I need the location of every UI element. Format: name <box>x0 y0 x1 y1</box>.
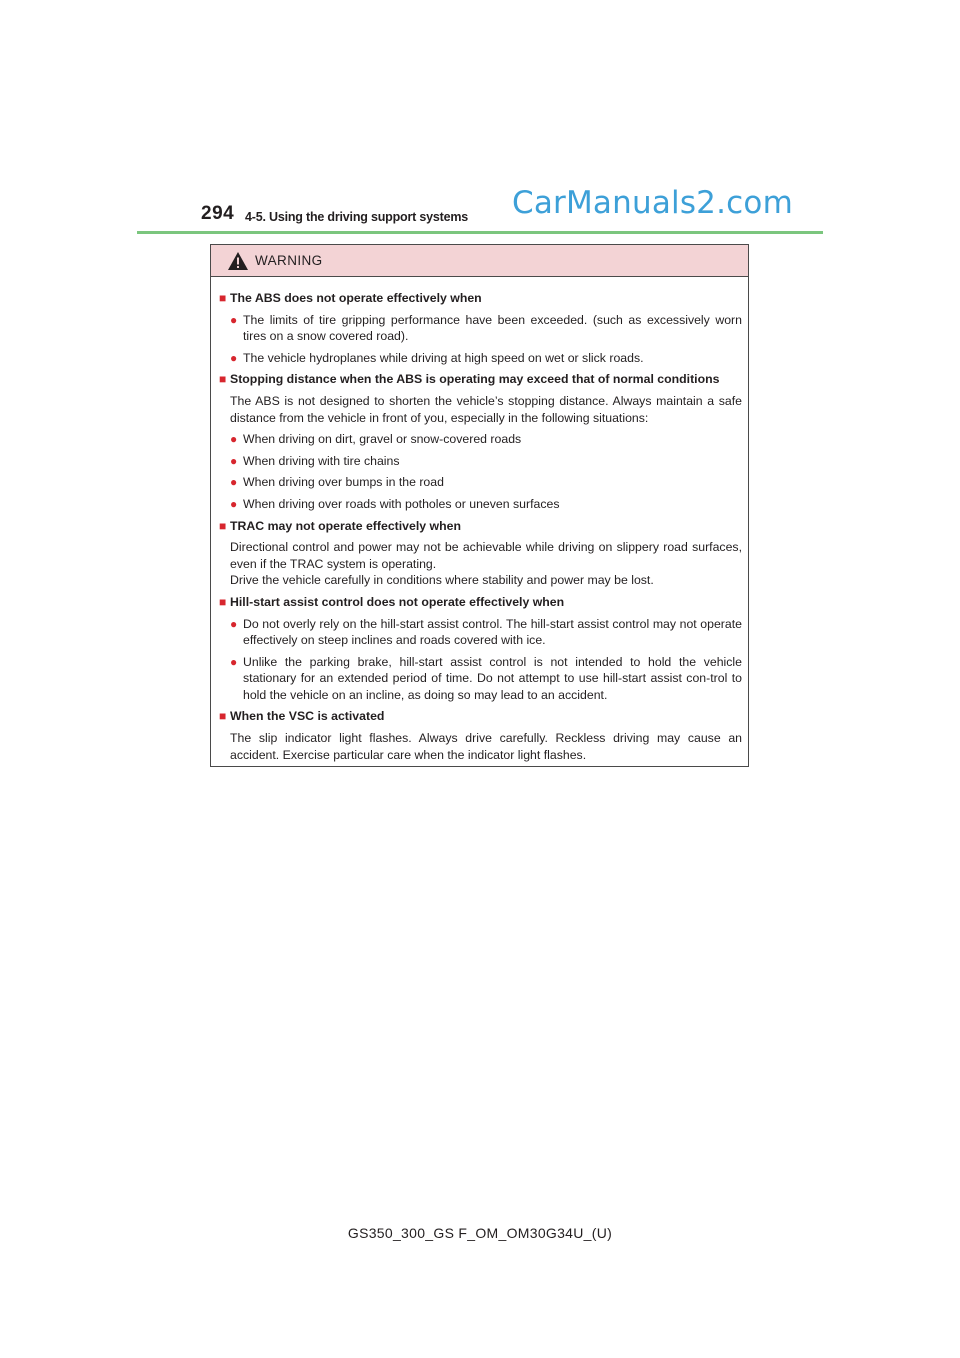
list-item <box>230 496 742 513</box>
watermark-link[interactable]: CarManuals2.com <box>512 185 793 221</box>
footer-doc-code: GS350_300_GS F_OM_OM30G34U_(U) <box>347 1225 613 1241</box>
page-number: 294 <box>201 203 235 224</box>
list-item-text: When driving over bumps in the road <box>243 475 444 490</box>
square-bullet-icon: ■ <box>219 372 227 387</box>
list-item-text: The vehicle hydroplanes while driving at high speed on wet or slick roads. <box>243 350 644 365</box>
warning-header <box>211 245 748 277</box>
circle-bullet-icon: ● <box>230 432 238 447</box>
square-bullet-icon: ■ <box>219 291 227 305</box>
section-paragraph: The ABS is not designed to shorten the vehicle’s stopping distance. Always maintain a safe distance from the vehicle in front of you, especially in the following situations: <box>230 393 742 425</box>
list-item <box>230 350 742 367</box>
heading-text: TRAC may not operate effectively when <box>230 518 461 533</box>
section-paragraph <box>230 539 742 589</box>
square-bullet-icon: ■ <box>219 709 227 724</box>
warning-body <box>211 277 748 763</box>
warning-triangle-icon <box>227 251 249 271</box>
list-item <box>230 453 742 470</box>
paragraph-line: Directional control and power may not be achievable while driving on slippery road surfaces, even if the TRAC system is operating. <box>230 540 742 571</box>
circle-bullet-icon: ● <box>230 453 238 468</box>
list-item-text: When driving on dirt, gravel or snow-covered roads <box>243 432 522 447</box>
section-heading <box>219 518 742 535</box>
heading-text: The ABS does not operate effectively when <box>230 291 482 305</box>
list-item <box>230 431 742 448</box>
square-bullet-icon: ■ <box>219 594 227 609</box>
list-item <box>230 474 742 491</box>
circle-bullet-icon: ● <box>230 616 238 631</box>
section-paragraph: The slip indicator light flashes. Always drive carefully. Reckless driving may cause an accident. Exercise particular care when the indicator light flashes. <box>230 731 742 762</box>
list-item <box>230 654 742 704</box>
page-header <box>0 0 960 240</box>
section-heading <box>219 708 742 725</box>
list-item-text: When driving over roads with potholes or uneven surfaces <box>243 496 560 511</box>
header-rule <box>137 231 823 234</box>
warning-box <box>210 244 749 767</box>
list-item-text: Do not overly rely on the hill-start assist control. The hill-start assist control may not operate effectively on steep inclines and roads covered with ice. <box>243 616 742 648</box>
paragraph-line: Drive the vehicle carefully in conditions where stability and power may be lost. <box>230 573 654 588</box>
circle-bullet-icon: ● <box>230 654 238 669</box>
list-item-text: When driving with tire chains <box>243 453 400 468</box>
heading-text: When the VSC is activated <box>230 709 385 724</box>
circle-bullet-icon: ● <box>230 350 238 365</box>
section-title: 4-5. Using the driving support systems <box>245 210 469 224</box>
list-item <box>230 312 742 345</box>
square-bullet-icon: ■ <box>219 518 227 533</box>
list-item <box>230 616 742 649</box>
circle-bullet-icon: ● <box>230 475 238 490</box>
circle-bullet-icon: ● <box>230 312 238 327</box>
heading-text: Hill-start assist control does not operate effectively when <box>230 594 565 609</box>
list-item-text: Unlike the parking brake, hill-start assist control is not intended to hold the vehicle stationary for an extended period of time. Do not attempt to use hill-start assist con-trol to hold the vehicle on an incline, as doing so may lead to an accident. <box>243 654 742 702</box>
list-item-text: The limits of tire gripping performance have been exceeded. (such as excessively worn tires on a snow covered road). <box>243 312 742 344</box>
section-heading <box>219 290 742 307</box>
section-heading <box>219 594 742 611</box>
warning-label: WARNING <box>255 253 323 268</box>
circle-bullet-icon: ● <box>230 496 238 511</box>
section-heading <box>219 371 742 388</box>
heading-text: Stopping distance when the ABS is operating may exceed that of normal conditions <box>230 372 720 387</box>
